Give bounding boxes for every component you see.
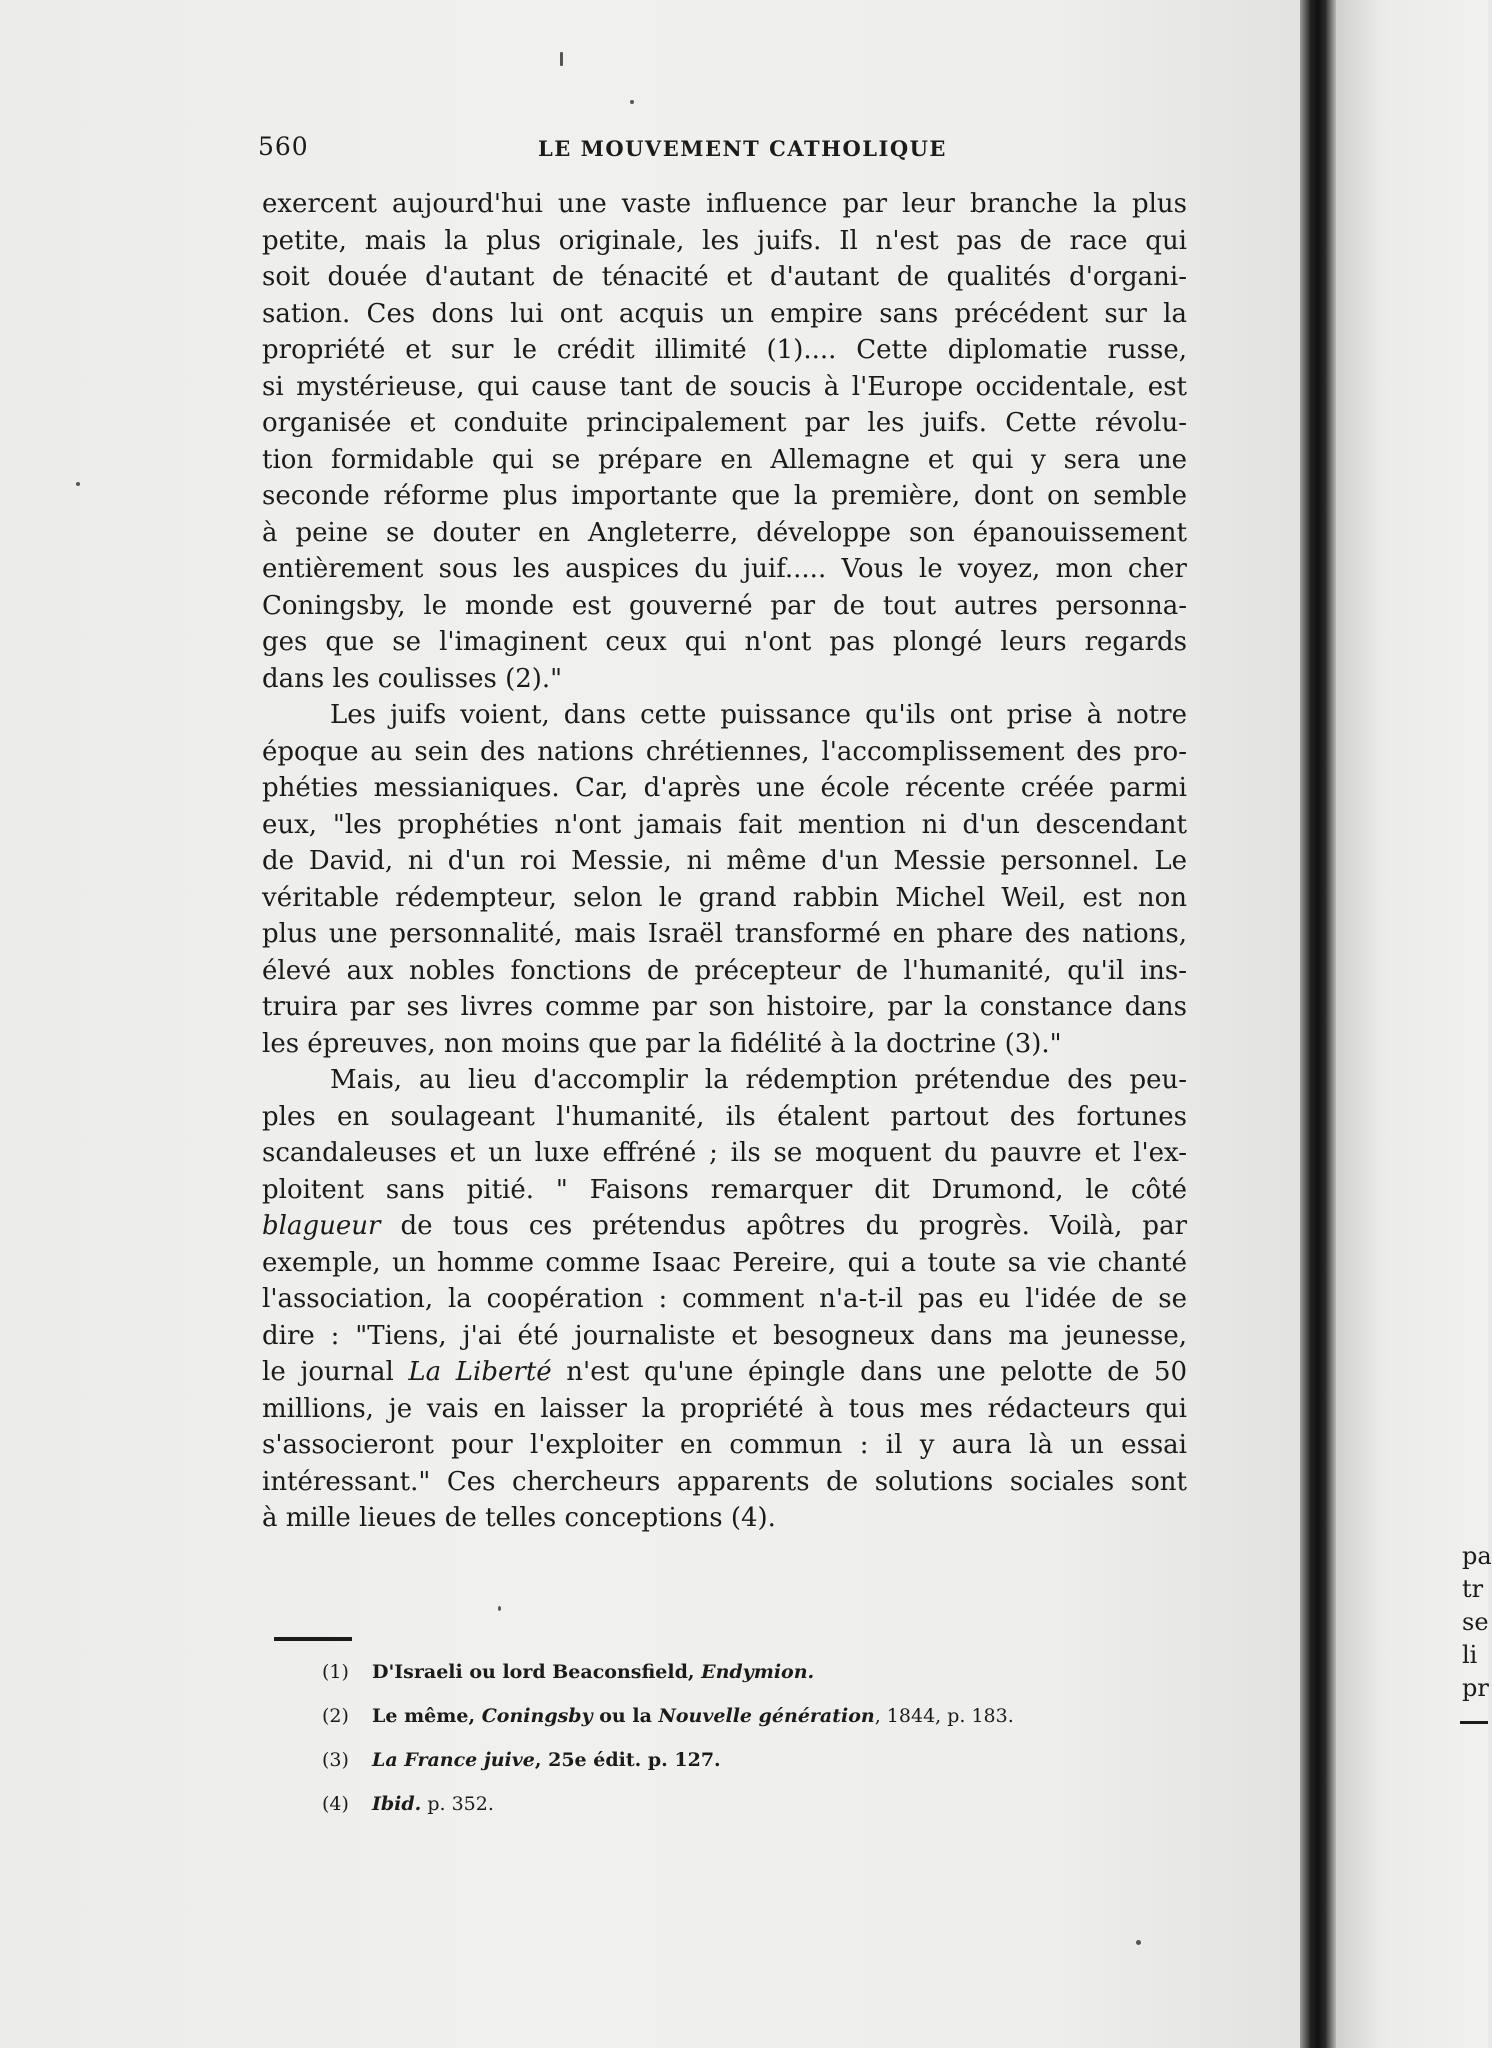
text-line: scandaleuses et un luxe effréné ; ils se moquent du pauvre et l'ex- [262,1138,1187,1168]
running-head: LE MOUVEMENT CATHOLIQUE [538,136,947,161]
paragraph-start-line: Mais, au lieu d'accomplir la rédemption prétendue des peu- [330,1065,1187,1095]
text-line: petite, mais la plus originale, les juifs. Il n'est pas de race qui [262,225,1187,256]
text-line: dans les coulisses (2)." [262,663,563,694]
text-line: millions, je vais en laisser la propriété à tous mes rédacteurs qui [262,1393,1187,1424]
text-fragment: le journal [262,1357,394,1387]
text-line: ges que se l'imaginent ceux qui n'ont pas plongé leurs regards [262,627,1187,657]
text-line: de David, ni d'un roi Messie, ni même d'un Messie personnel. Le [262,846,1187,876]
facing-page-line: pr [1462,1674,1489,1702]
footnote-number: (3) [322,1749,349,1771]
facing-page-line: li [1462,1641,1478,1669]
text-line: ploitent sans pitié. " Faisons remarquer dit Drumond, le côté [262,1174,1187,1205]
text-line: eux, "les prophéties n'ont jamais fait mention ni d'un descendant [262,809,1187,840]
page-number: 560 [258,132,309,161]
text-line: exemple, un homme comme Isaac Pereire, qui a toute sa vie chanté [262,1247,1187,1278]
footnote [322,1694,1122,1738]
footnote-number: (4) [322,1793,349,1815]
text-line [262,1354,1187,1391]
text-line: entièrement sous les auspices du juif..... Vous le voyez, mon cher [262,554,1187,584]
facing-page-line: pa [1462,1542,1492,1570]
text-line: sation. Ces dons lui ont acquis un empire sans précédent sur la [262,298,1187,329]
text-line: dire : "Tiens, j'ai été journaliste et besogneux dans ma jeunesse, [262,1320,1187,1351]
text-fragment: n'est qu'une épingle dans une pelotte de 50 [566,1357,1188,1387]
italic-la-liberte: La Liberté [408,1357,552,1387]
footnote-rule [274,1637,352,1641]
text-line: élevé aux nobles fonctions de précepteur de l'humanité, qu'il ins- [262,955,1187,986]
text-line: Coningsby, le monde est gouverné par de tout autres personna- [262,590,1187,621]
footnote-italic: Coningsby [481,1705,593,1727]
text-line: véritable rédempteur, selon le grand rabbin Michel Weil, est non [262,882,1187,913]
footnote-italic: Nouvelle génération [658,1705,875,1727]
text-line: phéties messianiques. Car, d'après une école récente créée parmi [262,773,1187,803]
text-line: propriété et sur le crédit illimité (1).... Cette diplomatie russe, [262,335,1187,365]
scan-speck [1136,1940,1141,1945]
text-line: truira par ses livres comme par son histoire, par la constance dans [262,992,1187,1022]
footnote [322,1782,1122,1826]
text-line: intéressant." Ces chercheurs apparents de solutions sociales sont [262,1466,1187,1497]
text-line: si mystérieuse, qui cause tant de soucis à l'Europe occidentale, est [262,371,1187,402]
text-line: s'associeront pour l'exploiter en commun : il y aura là un essai [262,1430,1187,1460]
text-line: époque au sein des nations chrétiennes, l'accomplissement des pro- [262,736,1187,767]
text-line: soit douée d'autant de ténacité et d'autant de qualités d'organi- [262,262,1187,292]
text-line: à peine se douter en Angleterre, développe son épanouissement [262,517,1187,548]
scan-speck [498,1606,501,1611]
text-line: plus une personnalité, mais Israël transformé en phare des nations, [262,919,1187,949]
text-line: à mille lieues de telles conceptions (4). [262,1503,776,1533]
text-line: exercent aujourd'hui une vaste influence par leur branche la plus [262,189,1187,219]
facing-page-rule [1460,1721,1488,1724]
body-text [262,186,1187,1537]
scan-speck [560,52,563,66]
italic-blagueur: blagueur [262,1211,381,1241]
text-line: les épreuves, non moins que par la fidélité à la doctrine (3)." [262,1028,1062,1059]
footnote-text: , 25e édit. p. 127. [534,1749,721,1771]
footnote-number: (1) [322,1661,349,1683]
text-fragment: de tous ces prétendus apôtres du progrès. Voilà, par [400,1211,1187,1241]
footnotes [322,1650,1122,1826]
footnote-italic: La France juive [372,1749,535,1771]
text-line: l'association, la coopération : comment n'a-t-il pas eu l'idée de se [262,1284,1187,1314]
footnote-text: , 1844, p. 183. [874,1705,1014,1727]
text-line: ples en soulageant l'humanité, ils étalent partout des fortunes [262,1101,1187,1132]
footnote-italic: Ibid. [372,1793,422,1815]
facing-page-line: tr [1462,1575,1484,1603]
facing-page [1336,0,1492,2048]
scan-speck [76,482,80,486]
page-header [258,132,1198,172]
footnote-number: (2) [322,1705,349,1727]
footnote-text: p. 352. [421,1793,494,1815]
footnote-text: Le même, [372,1705,482,1727]
footnote-text: ou la [592,1705,659,1727]
paragraph-start-line: Les juifs voient, dans cette puissance qu'ils ont prise à notre [330,700,1187,730]
text-line [262,1208,1187,1245]
footnote [322,1650,1122,1694]
footnote-italic: Endymion. [701,1661,815,1683]
text-line: tion formidable qui se prépare en Allemagne et qui y sera une [262,444,1187,475]
footnote [322,1738,1122,1782]
scan-speck [630,100,634,104]
footnote-text: D'Israeli ou lord Beaconsfield, [372,1661,702,1683]
book-spine [1300,0,1336,2048]
text-line: organisée et conduite principalement par les juifs. Cette révolu- [262,408,1187,438]
facing-page-text [1462,1540,1492,1705]
facing-page-line: se [1462,1608,1489,1636]
text-line: seconde réforme plus importante que la première, dont on semble [262,481,1187,511]
